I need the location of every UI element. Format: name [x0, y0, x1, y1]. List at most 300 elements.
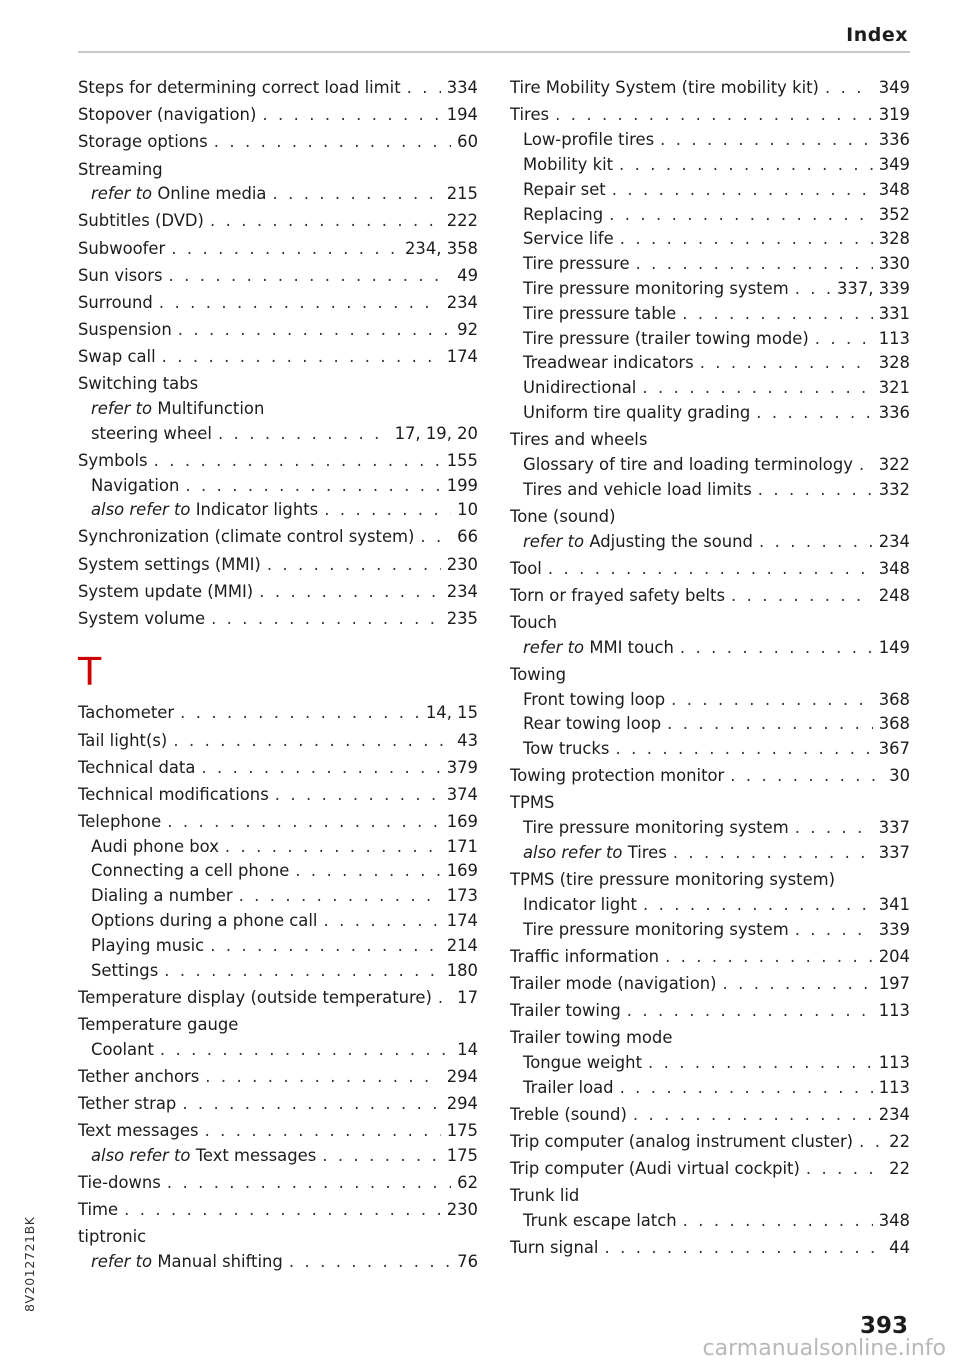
- index-entry: [78, 103, 478, 128]
- index-entry: [78, 525, 478, 550]
- index-page-ref: 171: [446, 836, 478, 856]
- dot-leader: [171, 237, 399, 262]
- dot-leader: [259, 580, 441, 605]
- dot-leader: [615, 737, 872, 762]
- index-term-text: Tether anchors: [78, 1066, 200, 1086]
- index-page-ref: 169: [446, 811, 478, 831]
- dot-leader: [620, 227, 873, 252]
- index-term-text: Treble (sound): [510, 1104, 627, 1124]
- index-term-text: Stopover (navigation): [78, 105, 257, 125]
- dot-leader: [178, 318, 451, 343]
- dot-leader: [218, 422, 389, 447]
- index-term-text: Trip computer (analog instrument cluster): [510, 1131, 854, 1151]
- index-column-left: [78, 74, 478, 1275]
- index-page-ref: 17, 19, 20: [394, 423, 478, 443]
- dot-leader: [667, 712, 873, 737]
- index-term: [78, 1119, 199, 1144]
- index-entry: [510, 868, 910, 893]
- index-term: [523, 893, 637, 918]
- index-term: [510, 868, 835, 893]
- index-term-text: System update (MMI): [78, 581, 254, 601]
- index-term: [510, 505, 615, 530]
- dot-leader: [225, 835, 441, 860]
- index-subentry: [510, 453, 910, 478]
- index-page-ref: 234, 358: [405, 238, 478, 258]
- index-page-ref: 322: [878, 454, 910, 474]
- index-term: [510, 1026, 672, 1051]
- index-term: [523, 816, 789, 841]
- index-page-ref: 294: [446, 1066, 478, 1086]
- index-term-text: Tool: [510, 558, 542, 578]
- cross-reference-prefix: also refer to: [523, 842, 623, 862]
- index-term: [510, 764, 724, 789]
- index-page-ref: 44: [889, 1237, 910, 1257]
- index-page-ref: 174: [446, 346, 478, 366]
- index-entry: [78, 1065, 478, 1090]
- dot-leader: [173, 729, 451, 754]
- index-page-ref: 331: [878, 303, 910, 323]
- index-entry: [510, 1103, 910, 1128]
- index-page-ref: 352: [878, 204, 910, 224]
- index-term-text: Trailer towing mode: [510, 1027, 673, 1047]
- index-subentry: [510, 351, 910, 376]
- dot-leader: [723, 972, 873, 997]
- index-term-text: Adjusting the sound: [589, 531, 753, 551]
- index-page-ref: 337: [878, 842, 910, 862]
- index-term: [523, 128, 654, 153]
- index-page-ref: 230: [446, 1199, 478, 1219]
- index-subentry: [78, 1038, 478, 1063]
- index-term: [91, 1250, 283, 1275]
- index-term-text: Tire pressure monitoring system: [523, 818, 789, 838]
- index-entry: [510, 505, 910, 530]
- index-entry: [510, 663, 910, 688]
- index-term: [510, 557, 542, 582]
- index-term-text: Tongue weight: [523, 1052, 642, 1072]
- header-divider: [78, 51, 910, 53]
- index-entry: [78, 318, 478, 343]
- dot-leader: [322, 1144, 440, 1169]
- index-page-ref: 349: [878, 78, 910, 98]
- index-term: [510, 76, 819, 101]
- index-subentry: [510, 737, 910, 762]
- index-entry: [78, 76, 478, 101]
- dot-leader: [682, 302, 872, 327]
- index-term-text: Trip computer (Audi virtual cockpit): [510, 1158, 800, 1178]
- index-term: [523, 277, 789, 302]
- index-entry: [78, 264, 478, 289]
- index-term: [510, 663, 566, 688]
- dot-leader: [731, 584, 873, 609]
- index-term: [523, 530, 753, 555]
- index-term-text: Tow trucks: [523, 739, 610, 759]
- index-entry: [78, 783, 478, 808]
- index-entry: [510, 764, 910, 789]
- index-term: [523, 712, 661, 737]
- dot-leader: [609, 203, 873, 228]
- index-term: [78, 1013, 238, 1038]
- index-subentry: [510, 1209, 910, 1234]
- index-subentry: [510, 636, 910, 661]
- dot-leader: [214, 130, 451, 155]
- cross-reference-prefix: also refer to: [91, 500, 191, 520]
- index-page-ref: 368: [878, 689, 910, 709]
- index-term-text: TPMS (tire pressure monitoring system): [510, 869, 836, 889]
- index-page-ref: 379: [446, 757, 478, 777]
- index-term: [91, 859, 289, 884]
- index-term-text: Tire pressure (trailer towing mode): [523, 328, 809, 348]
- dot-leader: [548, 557, 873, 582]
- index-term-text: Options during a phone call: [91, 911, 318, 931]
- index-term-text: Tachometer: [78, 703, 175, 723]
- index-term: [523, 1076, 614, 1101]
- dot-leader: [643, 893, 873, 918]
- index-page-ref: 197: [878, 973, 910, 993]
- dot-leader: [205, 1119, 441, 1144]
- index-term-text: steering wheel: [91, 423, 212, 443]
- index-entry: [78, 1198, 478, 1223]
- dot-leader: [275, 783, 441, 808]
- index-entry: [510, 1236, 910, 1261]
- index-term: [78, 525, 414, 550]
- index-page-ref: 174: [446, 911, 478, 931]
- index-entry: [78, 986, 478, 1011]
- dot-leader: [159, 291, 441, 316]
- index-subentry: [78, 182, 478, 207]
- index-term: [78, 291, 153, 316]
- index-term: [510, 972, 717, 997]
- index-page-ref: 234: [446, 581, 478, 601]
- index-term-text: Trunk lid: [510, 1185, 580, 1205]
- index-term-text: Unidirectional: [523, 378, 637, 398]
- index-term: [91, 422, 212, 447]
- index-page-ref: 76: [457, 1251, 478, 1271]
- dot-leader: [795, 277, 831, 302]
- index-term-text: Tire pressure table: [523, 303, 677, 323]
- index-term: [91, 934, 204, 959]
- index-term: [78, 130, 208, 155]
- cross-reference-prefix: also refer to: [91, 1145, 191, 1165]
- index-page-ref: 234: [878, 531, 910, 551]
- index-term: [523, 918, 789, 943]
- index-entry: [510, 1130, 910, 1155]
- index-entry: [78, 701, 478, 726]
- dot-leader: [324, 498, 451, 523]
- index-term: [510, 1103, 627, 1128]
- index-term: [91, 884, 233, 909]
- index-entry: [78, 291, 478, 316]
- index-page-ref: 113: [878, 1000, 910, 1020]
- index-term-text: Touch: [510, 612, 558, 632]
- index-term-text: Audi phone box: [91, 836, 219, 856]
- dot-leader: [680, 636, 873, 661]
- dot-leader: [642, 376, 872, 401]
- index-term-text: Tie-downs: [78, 1172, 161, 1192]
- index-page-ref: 330: [878, 254, 910, 274]
- dot-leader: [815, 327, 873, 352]
- index-subentry: [510, 918, 910, 943]
- index-term-text: Technical data: [78, 757, 196, 777]
- dot-leader: [438, 986, 451, 1011]
- index-term-text: Multifunction: [157, 398, 265, 418]
- index-term: [510, 1236, 598, 1261]
- index-term: [78, 1225, 146, 1250]
- index-term-text: Mobility kit: [523, 154, 614, 174]
- index-term-text: Manual shifting: [157, 1251, 283, 1271]
- index-term: [510, 611, 557, 636]
- index-term: [91, 959, 158, 984]
- index-term: [510, 1184, 579, 1209]
- index-term-text: Trailer mode (navigation): [510, 973, 717, 993]
- index-term: [510, 103, 549, 128]
- index-page-ref: 319: [878, 105, 910, 125]
- index-page-ref: 113: [878, 328, 910, 348]
- index-term-text: Traffic information: [510, 946, 660, 966]
- index-entry: [78, 756, 478, 781]
- index-term: [523, 203, 603, 228]
- index-term: [78, 986, 432, 1011]
- index-page-ref: 14: [457, 1039, 478, 1059]
- index-entry: [510, 103, 910, 128]
- index-entry: [78, 345, 478, 370]
- index-term: [523, 178, 606, 203]
- index-term-text: Service life: [523, 229, 614, 249]
- index-entry: [78, 1092, 478, 1117]
- index-term-text: Symbols: [78, 450, 148, 470]
- index-page-ref: 43: [457, 730, 478, 750]
- index-page-ref: 348: [878, 179, 910, 199]
- index-term-text: Time: [78, 1199, 119, 1219]
- index-page-ref: 341: [878, 894, 910, 914]
- index-term: [510, 945, 659, 970]
- index-subentry: [510, 376, 910, 401]
- dot-leader: [124, 1198, 441, 1223]
- index-page-ref: 321: [878, 378, 910, 398]
- index-entry: [510, 945, 910, 970]
- index-subentry: [510, 816, 910, 841]
- index-term: [91, 909, 317, 934]
- dot-leader: [169, 264, 452, 289]
- dot-leader: [795, 918, 873, 943]
- index-term-text: Treadwear indicators: [523, 353, 694, 373]
- index-term-text: Towing protection monitor: [510, 766, 725, 786]
- index-term-text: System settings (MMI): [78, 554, 261, 574]
- dot-leader: [619, 153, 873, 178]
- index-subentry: [510, 252, 910, 277]
- index-term-text: Text messages: [78, 1120, 199, 1140]
- index-page-ref: 30: [889, 766, 910, 786]
- index-term: [78, 209, 204, 234]
- index-entry: [510, 584, 910, 609]
- index-term: [523, 841, 667, 866]
- index-subentry: [78, 1250, 478, 1275]
- dot-leader: [262, 103, 440, 128]
- index-subentry: [510, 1076, 910, 1101]
- index-column-right: [510, 74, 910, 1261]
- index-term-text: Towing: [510, 664, 567, 684]
- index-page-ref: 92: [457, 319, 478, 339]
- index-entry: [78, 1171, 478, 1196]
- index-term-text: Synchronization (climate control system): [78, 527, 415, 547]
- dot-leader: [700, 351, 873, 376]
- index-entry: [78, 209, 478, 234]
- index-page-ref: 180: [446, 960, 478, 980]
- index-term-text: Telephone: [78, 811, 162, 831]
- index-term-text: MMI touch: [589, 637, 674, 657]
- index-term: [523, 453, 853, 478]
- index-term: [91, 835, 219, 860]
- index-term-text: Connecting a cell phone: [91, 861, 290, 881]
- index-page-ref: 66: [457, 527, 478, 547]
- index-term-text: Repair set: [523, 179, 606, 199]
- index-term: [78, 1198, 118, 1223]
- dot-leader: [665, 945, 873, 970]
- index-page-ref: 173: [446, 886, 478, 906]
- index-subentry: [510, 277, 910, 302]
- index-term: [78, 1065, 199, 1090]
- index-term-text: Subwoofer: [78, 238, 166, 258]
- index-term-text: Indicator lights: [195, 500, 319, 520]
- dot-leader: [239, 884, 441, 909]
- index-page-ref: 349: [878, 154, 910, 174]
- index-subentry: [510, 841, 910, 866]
- index-term-text: Switching tabs: [78, 374, 199, 394]
- index-term-text: Low-profile tires: [523, 130, 655, 150]
- index-subentry: [510, 712, 910, 737]
- index-term-text: Torn or frayed safety belts: [510, 585, 726, 605]
- index-term: [78, 345, 156, 370]
- dot-leader: [420, 525, 451, 550]
- dot-leader: [806, 1157, 883, 1182]
- index-subentry: [78, 422, 478, 447]
- index-term-text: Steps for determining correct load limit: [78, 78, 401, 98]
- index-page-ref: 175: [446, 1145, 478, 1165]
- dot-leader: [164, 959, 440, 984]
- index-term: [523, 376, 636, 401]
- index-term: [523, 1051, 642, 1076]
- dot-leader: [633, 1103, 873, 1128]
- index-term-text: Settings: [91, 960, 159, 980]
- index-page-ref: 230: [446, 554, 478, 574]
- dot-leader: [205, 1065, 440, 1090]
- index-page-ref: 199: [446, 475, 478, 495]
- index-page-ref: 204: [878, 946, 910, 966]
- index-term: [78, 607, 205, 632]
- index-page-ref: 374: [446, 784, 478, 804]
- dot-leader: [673, 841, 873, 866]
- index-term: [510, 1157, 800, 1182]
- index-page-ref: 235: [446, 608, 478, 628]
- index-term: [78, 158, 163, 183]
- index-term-text: System volume: [78, 608, 206, 628]
- index-page-ref: 367: [878, 739, 910, 759]
- index-entry: [78, 729, 478, 754]
- dot-leader: [759, 530, 873, 555]
- index-page-ref: 155: [446, 450, 478, 470]
- index-entry: [510, 428, 910, 453]
- index-term: [510, 999, 621, 1024]
- index-term: [78, 729, 167, 754]
- index-term-text: Dialing a number: [91, 886, 233, 906]
- index-page-ref: 222: [446, 211, 478, 231]
- index-term-text: Replacing: [523, 204, 604, 224]
- index-entry: [510, 76, 910, 101]
- index-term: [523, 153, 613, 178]
- index-entry: [510, 611, 910, 636]
- index-term: [523, 401, 750, 426]
- index-subentry: [78, 1144, 478, 1169]
- dot-leader: [612, 178, 873, 203]
- index-term-text: Glossary of tire and loading terminology: [523, 454, 853, 474]
- index-term: [91, 498, 318, 523]
- dot-leader: [859, 1130, 883, 1155]
- index-subentry: [510, 478, 910, 503]
- index-subentry: [510, 893, 910, 918]
- index-term-text: Trailer towing: [510, 1000, 621, 1020]
- section-letter: T: [78, 650, 102, 695]
- index-term: [78, 1171, 161, 1196]
- dot-leader: [182, 1092, 440, 1117]
- index-term: [523, 327, 809, 352]
- index-term-text: Sun visors: [78, 265, 163, 285]
- index-term: [510, 791, 554, 816]
- index-page-ref: 348: [878, 558, 910, 578]
- index-page-ref: 49: [457, 265, 478, 285]
- watermark: carmanualsonline.info: [702, 1336, 946, 1361]
- index-page-ref: 336: [878, 402, 910, 422]
- index-page-ref: 332: [878, 479, 910, 499]
- index-term: [523, 302, 676, 327]
- index-entry: [78, 810, 478, 835]
- index-subentry: [510, 178, 910, 203]
- index-term-text: Tail light(s): [78, 730, 168, 750]
- index-term: [523, 252, 630, 277]
- index-subentry: [510, 153, 910, 178]
- dot-leader: [210, 934, 441, 959]
- page-number: 393: [859, 1313, 908, 1339]
- index-subentry: [510, 530, 910, 555]
- cross-reference-prefix: refer to: [523, 637, 585, 657]
- dot-leader: [272, 182, 440, 207]
- index-term: [78, 783, 269, 808]
- index-entry: [510, 557, 910, 582]
- index-term: [78, 318, 172, 343]
- dot-leader: [167, 1171, 451, 1196]
- dot-leader: [859, 453, 873, 478]
- dot-leader: [407, 76, 441, 101]
- index-page-ref: 22: [889, 1158, 910, 1178]
- dot-leader: [267, 553, 441, 578]
- index-term: [523, 688, 665, 713]
- dot-leader: [295, 859, 440, 884]
- index-entry: [78, 158, 478, 183]
- index-subentry: [510, 688, 910, 713]
- index-term: [78, 237, 165, 262]
- index-entry: [78, 1013, 478, 1038]
- index-subentry: [510, 302, 910, 327]
- index-term: [91, 397, 264, 422]
- index-page-ref: 294: [446, 1093, 478, 1113]
- index-term: [523, 227, 614, 252]
- index-page-ref: 339: [878, 919, 910, 939]
- index-term: [78, 810, 161, 835]
- index-subentry: [78, 835, 478, 860]
- dot-leader: [201, 756, 440, 781]
- index-term-text: Suspension: [78, 319, 172, 339]
- index-term: [523, 351, 694, 376]
- index-term-text: Front towing loop: [523, 689, 666, 709]
- index-term-text: Tire Mobility System (tire mobility kit): [510, 78, 819, 98]
